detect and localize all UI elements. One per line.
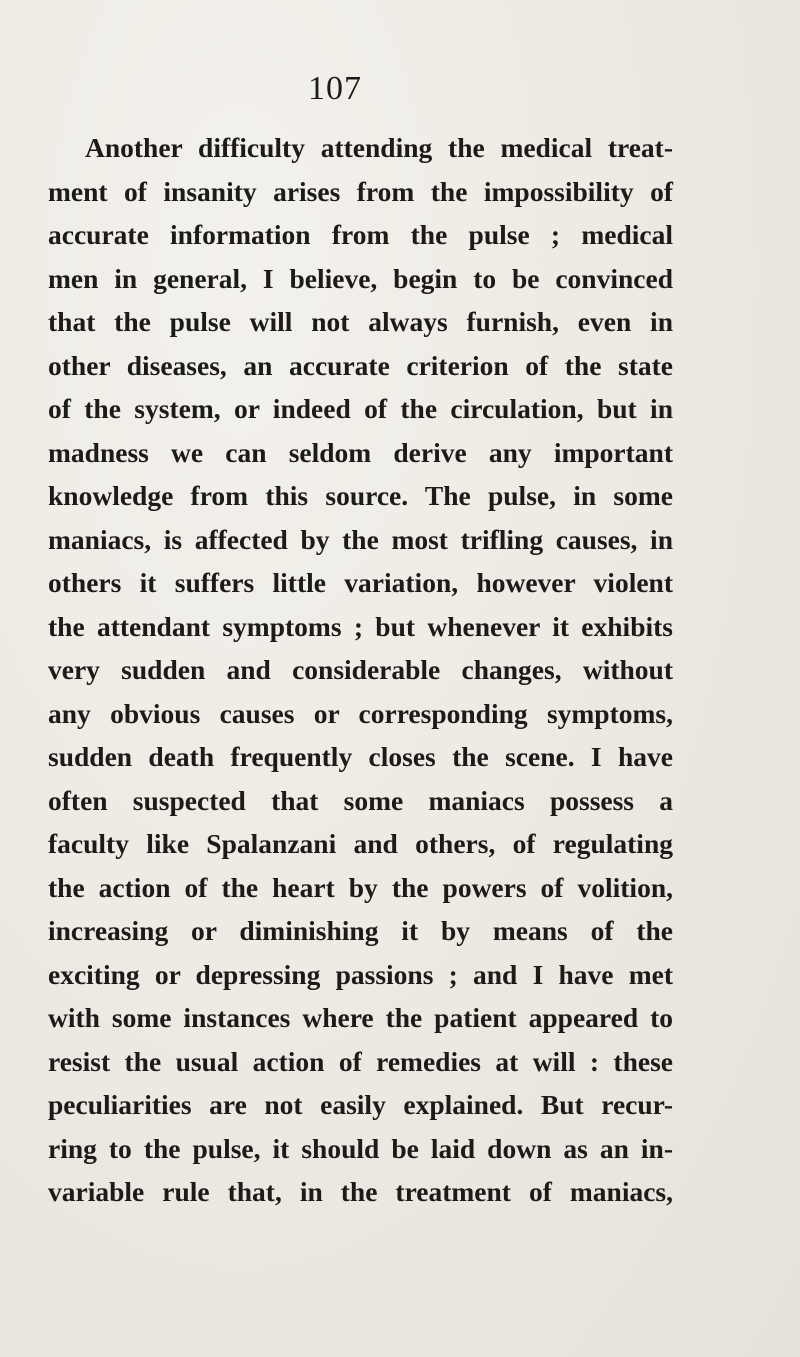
text-line: accurate information from the pulse ; medical [48,219,673,250]
text-line: other diseases, an accurate criterion of the state [48,349,673,381]
text-line: that the pulse will not always furnish, even in [48,306,673,337]
text-line: often suspected that some maniacs possess a [48,784,673,816]
page-number: 107 [308,70,362,107]
text-line: resist the usual action of remedies at will : these [48,1045,673,1077]
text-line: knowledge from this source. The pulse, in some [48,480,673,511]
text-line: increasing or diminishing it by means of the [48,915,673,946]
text-line: very sudden and considerable changes, without [48,654,673,685]
text-line: sudden death frequently closes the scene. I have [48,741,673,772]
text-line: the action of the heart by the powers of volition, [48,871,673,903]
text-line: ment of insanity arises from the impossibility of [48,175,673,207]
text-line: the attendant symptoms ; but whenever it exhibits [48,610,673,642]
text-line: maniacs, is affected by the most trifling causes, in [48,523,673,555]
text-line: variable rule that, in the treatment of maniacs, [48,1176,673,1207]
text-line: peculiarities are not easily explained. But recur- [48,1089,673,1120]
body-text [48,126,673,1214]
text-line: with some instances where the patient appeared to [48,1002,673,1033]
text-line: others it suffers little variation, however violent [48,567,673,598]
text-line: exciting or depressing passions ; and I have met [48,958,673,990]
text-line: men in general, I believe, begin to be convinced [48,262,673,294]
text-line: of the system, or indeed of the circulation, but in [48,393,673,424]
text-line: madness we can seldom derive any important [48,436,673,468]
text-line: Another difficulty attending the medical treat- [85,132,673,163]
text-line: any obvious causes or corresponding symptoms, [48,697,673,729]
text-line: ring to the pulse, it should be laid down as an in- [48,1132,673,1164]
text-line: faculty like Spalanzani and others, of regulating [48,828,673,859]
